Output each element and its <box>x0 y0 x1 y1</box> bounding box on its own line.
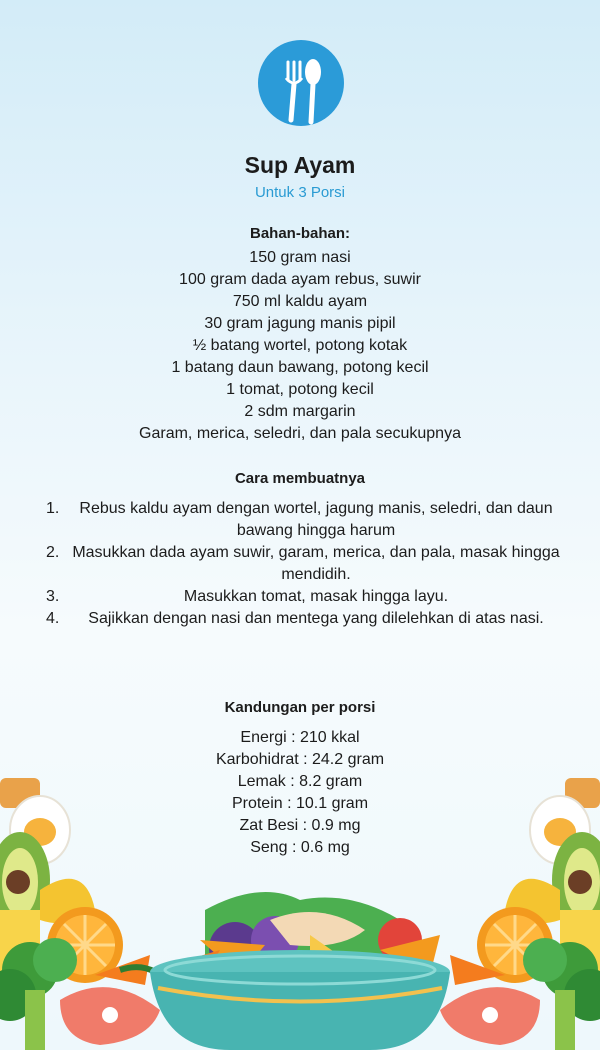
ingredient-item: 1 tomat, potong kecil <box>226 381 374 398</box>
ingredient-item: 750 ml kaldu ayam <box>232 293 368 310</box>
nutrition-heading: Kandungan per porsi <box>224 699 376 716</box>
step-text: Rebus kaldu ayam dengan wortel, jagung manis, seledri, dan daun bawang hingga harum <box>79 500 553 539</box>
step-number: 4. <box>46 610 60 627</box>
nutrition-item: Seng : 0.6 mg <box>250 839 350 856</box>
bowl <box>150 950 450 1050</box>
step-text: Masukkan tomat, masak hingga layu. <box>183 588 449 605</box>
recipe-title: Sup Ayam <box>244 152 356 178</box>
step-number: 1. <box>46 500 60 517</box>
method-step <box>40 498 570 542</box>
ingredient-item: 30 gram jagung manis pipil <box>204 315 396 332</box>
ingredient-item: 150 gram nasi <box>249 249 351 266</box>
step-text: Sajikkan dengan nasi dan mentega yang dilelehkan di atas nasi. <box>88 610 544 627</box>
nutrition-item: Karbohidrat : 24.2 gram <box>215 751 385 768</box>
step-number: 3. <box>46 588 60 605</box>
step-number: 2. <box>46 544 60 561</box>
servings-label: Untuk 3 Porsi <box>254 184 346 201</box>
ingredients-heading: Bahan-bahan: <box>249 225 350 242</box>
method-step <box>40 608 570 630</box>
nutrition-item: Zat Besi : 0.9 mg <box>239 817 361 834</box>
ingredients-list <box>0 247 600 445</box>
method-heading: Cara membuatnya <box>234 470 366 487</box>
method-steps <box>40 498 570 630</box>
ingredient-item: 1 batang daun bawang, potong kecil <box>171 359 429 376</box>
nutrition-item: Lemak : 8.2 gram <box>237 773 363 790</box>
cutlery-logo-icon <box>258 40 344 126</box>
ingredient-item: ½ batang wortel, potong kotak <box>192 337 408 354</box>
method-step <box>40 542 570 586</box>
right-food-cluster <box>440 778 600 1050</box>
left-food-cluster <box>0 778 170 1050</box>
method-step <box>40 586 570 608</box>
food-bowl-illustration <box>0 770 600 1050</box>
ingredient-item: 100 gram dada ayam rebus, suwir <box>179 271 421 288</box>
nutrition-item: Energi : 210 kkal <box>240 729 360 746</box>
step-text: Masukkan dada ayam suwir, garam, merica, dan pala, masak hingga mendidih. <box>72 544 560 583</box>
ingredient-item: 2 sdm margarin <box>244 403 356 420</box>
nutrition-item: Protein : 10.1 gram <box>231 795 369 812</box>
ingredient-item: Garam, merica, seledri, dan pala secukupnya <box>139 425 461 442</box>
